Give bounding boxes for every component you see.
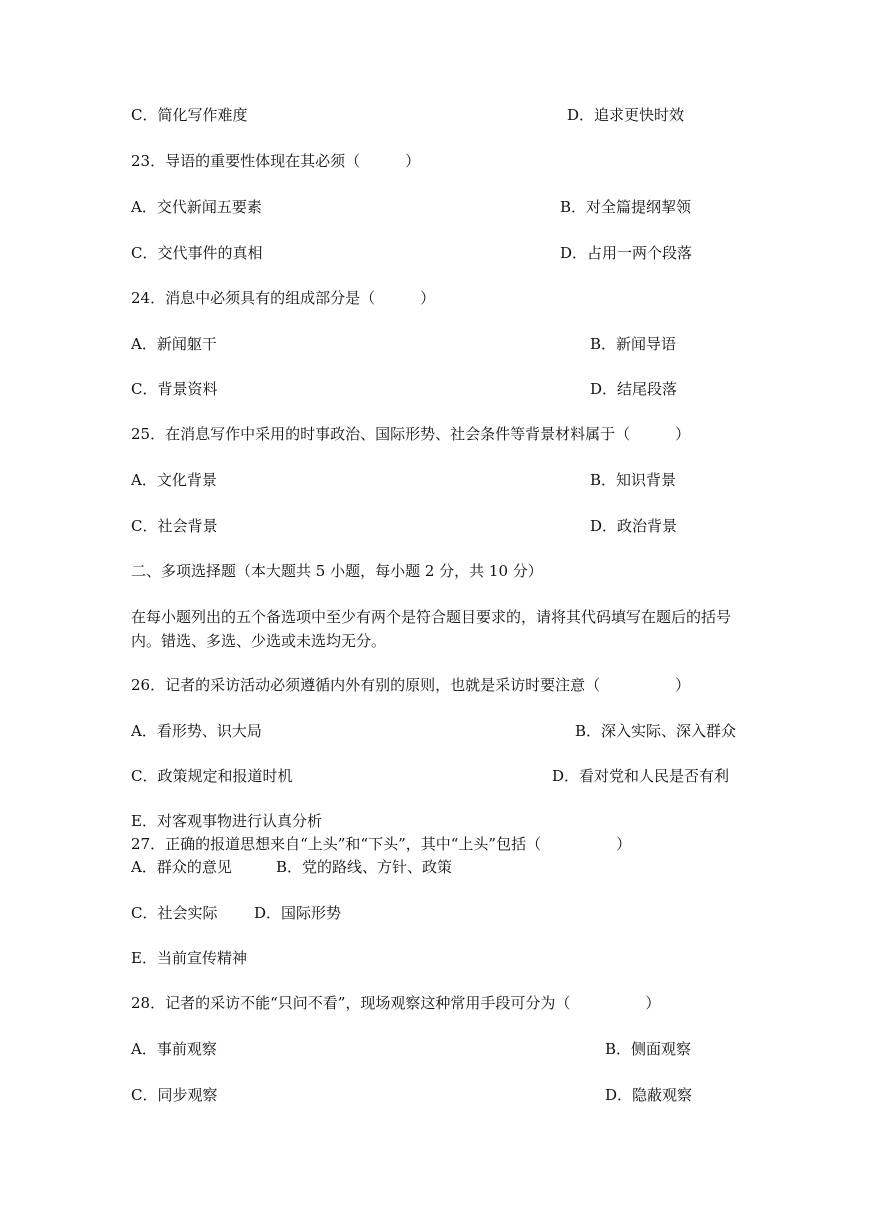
q24-option-a: A．新闻躯干 [131, 335, 217, 353]
q24-stem: 24．消息中必须具有的组成部分是（ ） [131, 289, 436, 307]
section-instruction-line1: 在每小题列出的五个备选项中至少有两个是符合题目要求的，请将其代码填写在题后的括号 [131, 608, 732, 626]
q26-option-b: B．深入实际、深入群众 [575, 722, 737, 740]
q26-option-c: C．政策规定和报道时机 [131, 767, 293, 785]
q25-option-d: D．政治背景 [590, 517, 678, 535]
q25-option-a: A．文化背景 [131, 471, 217, 489]
q27-stem: 27．正确的报道思想来自“上头”和“下头”，其中“上头”包括（ ） [131, 835, 632, 853]
q23-option-b: B．对全篇提纲挈领 [560, 198, 692, 216]
q26-stem: 26．记者的采访活动必须遵循内外有别的原则，也就是采访时要注意（ ） [131, 676, 691, 694]
section-heading: 二、多项选择题（本大题共 5 小题，每小题 2 分，共 10 分） [131, 562, 543, 580]
q25-stem: 25．在消息写作中采用的时事政治、国际形势、社会条件等背景材料属于（ ） [131, 425, 691, 443]
q26-option-a: A．看形势、识大局 [131, 722, 262, 740]
q27-option-b: B．党的路线、方针、政策 [276, 858, 453, 876]
q24-option-b: B．新闻导语 [590, 335, 677, 353]
q22-option-d: D．追求更快时效 [567, 106, 685, 124]
q28-stem: 28．记者的采访不能“只问不看”，现场观察这种常用手段可分为（ ） [131, 994, 661, 1012]
q27-option-a: A．群众的意见 [131, 858, 232, 876]
q25-option-b: B．知识背景 [590, 471, 677, 489]
q25-option-c: C．社会背景 [131, 517, 218, 535]
q24-option-c: C．背景资料 [131, 380, 218, 398]
q23-option-c: C．交代事件的真相 [131, 244, 263, 262]
section-instruction-line2: 内。错选、多选、少选或未选均无分。 [131, 632, 387, 650]
q23-stem: 23．导语的重要性体现在其必须（ ） [131, 152, 421, 170]
q28-option-c: C．同步观察 [131, 1086, 218, 1104]
q23-option-a: A．交代新闻五要素 [131, 198, 262, 216]
q26-option-e: E．对客观事物进行认真分析 [131, 812, 322, 830]
q22-option-c: C．简化写作难度 [131, 106, 248, 124]
q28-option-b: B．侧面观察 [605, 1040, 692, 1058]
q28-option-a: A．事前观察 [131, 1040, 217, 1058]
q24-option-d: D．结尾段落 [590, 380, 678, 398]
q27-option-e: E．当前宣传精神 [131, 949, 247, 967]
q27-option-c: C．社会实际 [131, 904, 218, 922]
q28-option-d: D．隐蔽观察 [605, 1086, 693, 1104]
q27-option-d: D．国际形势 [254, 904, 342, 922]
q23-option-d: D．占用一两个段落 [560, 244, 693, 262]
q26-option-d: D．看对党和人民是否有利 [552, 767, 730, 785]
